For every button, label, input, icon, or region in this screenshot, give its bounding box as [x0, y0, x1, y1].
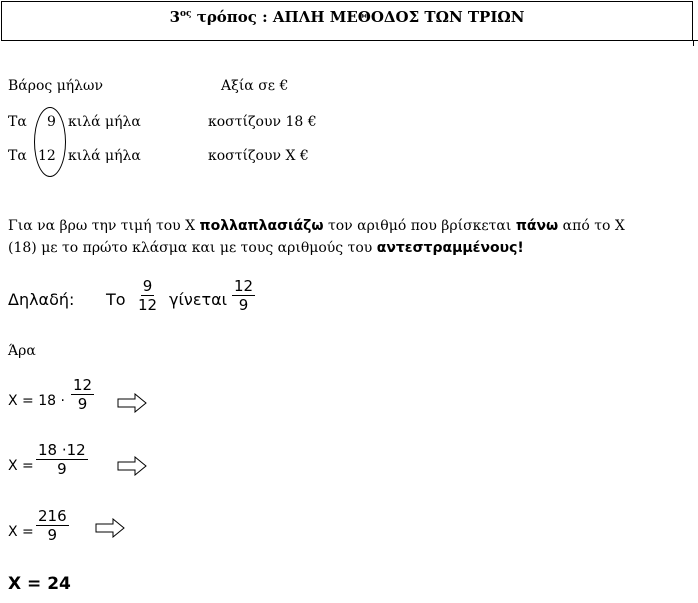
- corner-mark: [693, 40, 698, 46]
- right-arrow-icon: [95, 518, 125, 538]
- row2-unit: κιλά μήλα: [68, 148, 141, 164]
- fraction-original: [136, 277, 159, 314]
- explanation-line-2: [8, 240, 524, 256]
- row1-qty: 9: [47, 114, 56, 130]
- fraction-numerator: 12: [73, 376, 93, 394]
- title-superscript: ος: [180, 9, 192, 19]
- row2-qty: 12: [38, 148, 56, 164]
- fraction-denominator: 9: [57, 460, 67, 478]
- inversion-to: Το: [106, 290, 126, 309]
- fraction-denominator: 12: [138, 296, 158, 314]
- header-value: Αξία σε €: [221, 78, 289, 94]
- explanation-text: τον αριθμό που βρίσκεται: [323, 218, 516, 234]
- step3-fraction: [36, 507, 69, 544]
- final-result: X = 24: [8, 574, 71, 594]
- fraction-denominator: 9: [47, 526, 58, 544]
- step1-fraction: [71, 376, 94, 413]
- explanation-text: (18) με το πρώτο κλάσμα και με τους αριθμούς του: [8, 240, 377, 256]
- quantity-ellipse: [34, 107, 66, 177]
- step1-prefix: X = 18 ·: [8, 393, 65, 409]
- inversion-label: Δηλαδή:: [8, 290, 75, 309]
- fraction-numerator: 18 ·12: [38, 441, 86, 459]
- step3-prefix: X =: [8, 524, 34, 540]
- page-title: [2, 8, 692, 26]
- fraction-numerator: 9: [142, 277, 153, 295]
- header-weight: Βάρος μήλων: [8, 78, 103, 94]
- fraction-numerator: 216: [38, 507, 67, 525]
- ara-label: Άρα: [8, 343, 36, 359]
- fraction-numerator: 12: [234, 277, 254, 295]
- emphasis-inverted: αντεστραμμένους!: [376, 240, 524, 256]
- step2-fraction: [36, 441, 88, 478]
- emphasis-above: πάνω: [515, 218, 559, 234]
- fraction-denominator: 9: [238, 296, 249, 314]
- row2-cost: κοστίζουν Χ €: [208, 148, 309, 164]
- row1-cost: κοστίζουν 18 €: [208, 114, 317, 130]
- row1-prefix: Τα: [8, 114, 27, 130]
- step2-prefix: X =: [8, 458, 34, 474]
- explanation-text: από το Χ: [558, 218, 625, 234]
- fraction-denominator: 9: [77, 395, 88, 413]
- explanation-line-1: [8, 218, 625, 234]
- row2-prefix: Τα: [8, 148, 27, 164]
- right-arrow-icon: [117, 393, 147, 413]
- fraction-inverted: [232, 277, 255, 314]
- right-arrow-icon: [117, 456, 147, 476]
- row1-unit: κιλά μήλα: [68, 114, 141, 130]
- inversion-becomes: γίνεται: [169, 290, 228, 309]
- title-box: [1, 1, 693, 41]
- emphasis-multiply: πολλαπλασιάζω: [199, 218, 324, 234]
- title-text: τρόπος : ΑΠΛΗ ΜΕΘΟΔΟΣ ΤΩΝ ΤΡΙΩΝ: [191, 8, 525, 26]
- title-number: 3: [169, 8, 181, 26]
- explanation-text: Για να βρω την τιμή του Χ: [8, 218, 200, 234]
